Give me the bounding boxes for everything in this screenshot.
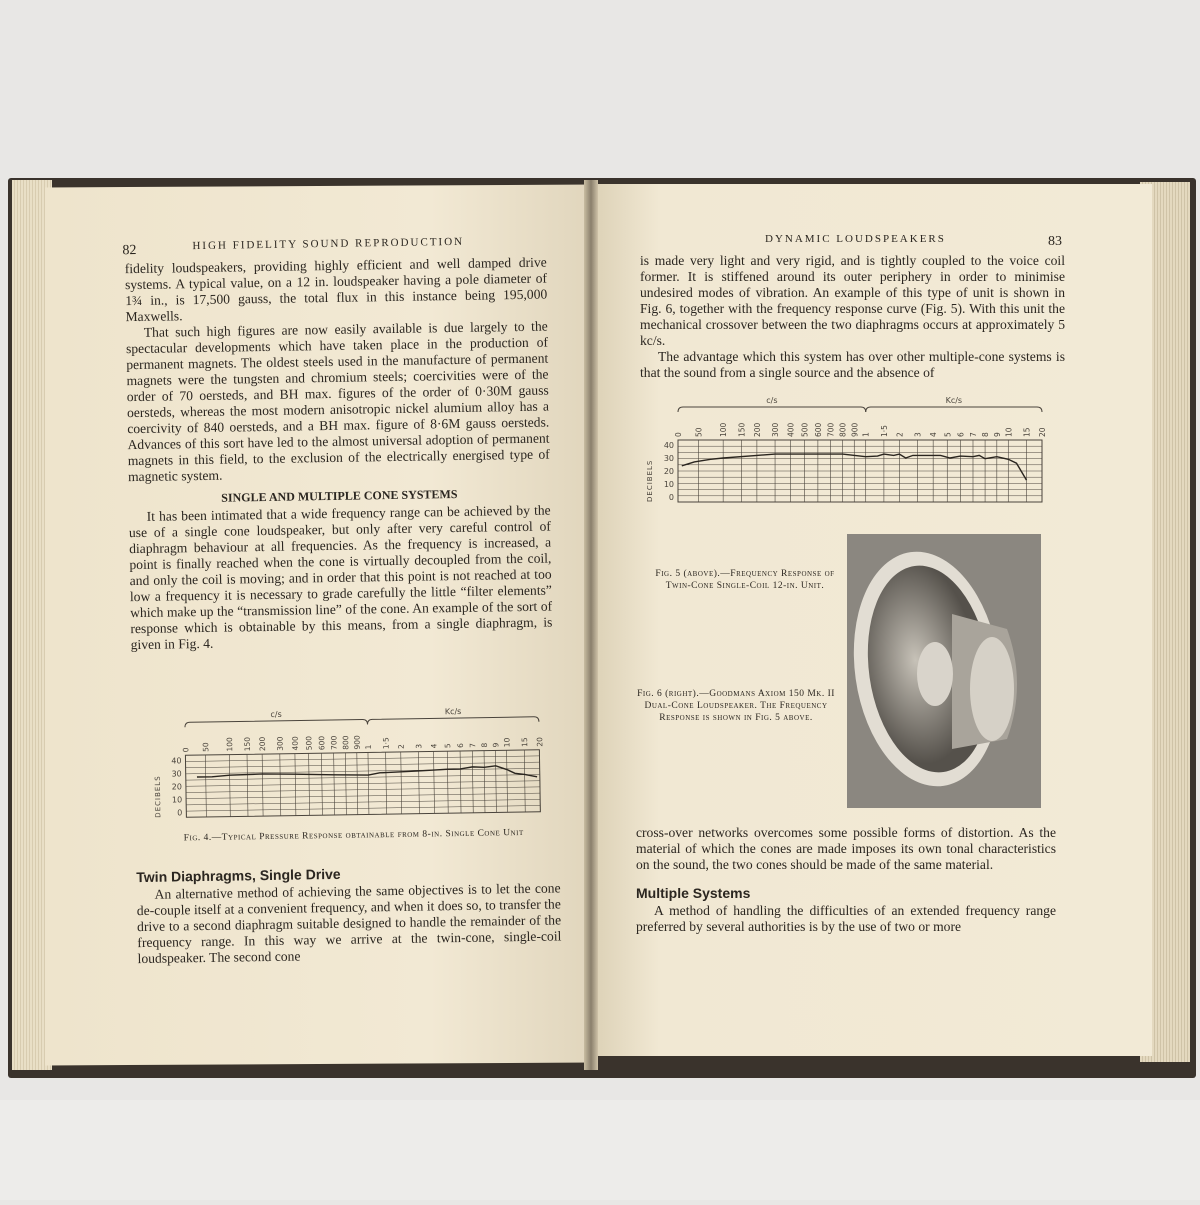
x-tick-label: 900 xyxy=(352,735,362,750)
x-tick-label: 15 xyxy=(520,737,530,748)
paragraph: cross-over networks overcomes some possible forms of distortion. As the material of which the cones are made imposes its own tonal characteristics on the sound, the two cones should be made of the same material. xyxy=(636,825,1056,872)
x-tick-label: 4 xyxy=(929,432,939,437)
loudspeaker-illustration xyxy=(847,534,1041,808)
gridline xyxy=(186,781,540,787)
y-tick-label: 10 xyxy=(171,795,183,805)
loudspeaker-photo xyxy=(847,534,1041,808)
x-tick-label: 150 xyxy=(242,736,252,752)
y-tick-label: 40 xyxy=(663,441,674,450)
gridline xyxy=(186,756,540,762)
band-label: c/s xyxy=(270,709,282,719)
gridline xyxy=(186,787,540,793)
x-tick-label: 800 xyxy=(341,735,351,750)
x-tick-label: 900 xyxy=(850,422,860,437)
y-tick-label: 0 xyxy=(668,493,674,502)
band-label: Kc/s xyxy=(945,396,963,405)
page-number: 83 xyxy=(1048,234,1062,249)
y-axis-label: DECIBELS xyxy=(153,775,163,818)
paragraph: The advantage which this system has over other multiple-cone systems is that the sound from a single source and the absence of xyxy=(640,349,1065,380)
x-tick-label: 20 xyxy=(1038,427,1047,437)
x-tick-label: 3 xyxy=(414,743,424,749)
x-tick-label: 300 xyxy=(771,422,781,437)
x-tick-label: 9 xyxy=(992,432,1002,437)
section-heading: Multiple Systems xyxy=(636,885,751,901)
x-tick-label: 400 xyxy=(786,422,796,437)
y-axis-label: DECIBELS xyxy=(646,459,654,502)
x-tick-label: 3 xyxy=(913,432,923,437)
x-tick-label: 0 xyxy=(181,747,191,753)
y-tick-label: 20 xyxy=(171,782,182,792)
fig6-caption: Fig. 6 (right).—Goodmans Axiom 150 Mk. II Dual-Cone Loudspeaker. The Frequency Response is shown in Fig. 5 above. xyxy=(637,689,835,723)
band-bracket-kcs xyxy=(367,717,538,725)
band-label: Kc/s xyxy=(444,706,462,717)
x-tick-label: 500 xyxy=(304,735,314,751)
x-tick-label: 0 xyxy=(674,432,683,437)
x-tick-label: 20 xyxy=(535,737,545,747)
x-tick-label: 200 xyxy=(257,736,268,752)
y-tick-label: 20 xyxy=(663,467,674,476)
x-tick-label: 800 xyxy=(838,422,848,437)
x-tick-label: 7 xyxy=(468,742,478,748)
x-tick-label: 4 xyxy=(429,743,439,749)
paragraph: fidelity loudspeakers, providing highly efficient and well damped drive systems. A typical value, on a 12 in. loudspeaker having a pole diameter of 1¾ in., is 17,500 gauss, the total flux in this instance being 195,000 Maxwells. xyxy=(124,254,548,325)
paragraph: is made very light and very rigid, and is tightly coupled to the voice coil former. It is stiffened around its outer periphery in order to minimise undesired modes of vibration. An example of this type of unit is shown in Fig. 6, together with the frequency response curve (Fig. 5). With this unit the mechanical crossover between the two diaphragms occurs at approximately 5 kc/s. xyxy=(640,253,1065,348)
x-tick-label: 100 xyxy=(719,422,729,437)
section-heading: Twin Diaphragms, Single Drive xyxy=(136,865,341,886)
running-head: DYNAMIC LOUDSPEAKERS xyxy=(765,233,946,245)
band-bracket-cs xyxy=(678,407,866,412)
y-tick-label: 0 xyxy=(177,808,183,818)
fig4-chart xyxy=(147,701,559,822)
page-number: 82 xyxy=(122,242,137,259)
x-tick-label: 500 xyxy=(800,422,810,437)
x-tick-label: 6 xyxy=(956,432,966,437)
x-tick-label: 150 xyxy=(737,422,747,437)
gridline xyxy=(186,806,540,812)
band-bracket-kcs xyxy=(866,407,1042,412)
paragraph: That such high figures are now easily available is due largely to the spectacular developments which have taken place in the production of permanent magnets. The oldest steels used in the manufacture of permanent magnets were the tungsten and chromium steels; coercivities were of the order of 70 oersteds, and BH max. figures of the order of 0·30M gauss oersteds, whereas the most modern anisotropic nickel alumium alloy has a coercivity of 840 oersteds, and a BH max. figure of 8·6M gauss oersteds. Advances of this sort have led to the almost universal adoption of permanent magnets in this field, to the exclusion of the electrically energised type of magnetic system. xyxy=(125,318,550,485)
y-tick-label: 30 xyxy=(663,454,674,463)
y-tick-label: 10 xyxy=(663,480,674,489)
x-tick-label: 1 xyxy=(861,432,871,437)
x-tick-label: 9 xyxy=(491,742,501,748)
x-tick-label: 400 xyxy=(290,736,300,751)
x-tick-label: 7 xyxy=(968,432,978,437)
band-bracket-cs xyxy=(185,719,368,727)
x-tick-label: 50 xyxy=(201,742,211,753)
x-tick-label: 1·5 xyxy=(381,737,391,750)
x-tick-label: 15 xyxy=(1022,427,1032,437)
x-tick-label: 300 xyxy=(275,736,285,751)
x-tick-label: 1·5 xyxy=(879,425,889,437)
y-tick-label: 40 xyxy=(171,756,182,766)
x-tick-label: 600 xyxy=(317,735,327,751)
x-tick-label: 5 xyxy=(443,743,453,749)
x-tick-label: 8 xyxy=(981,432,991,437)
x-tick-label: 1 xyxy=(363,744,373,750)
gridline xyxy=(186,793,540,799)
x-tick-label: 2 xyxy=(396,744,406,749)
paragraph: An alternative method of achieving the same objectives is to let the cone de-couple itself at a convenient frequency, and when it does so, to transfer the drive to a second diaphragm suitable designed to handle the remainder of the frequency range. In this way we arrive at the twin-cone, single-coil loudspeaker. The second cone xyxy=(136,880,562,967)
x-tick-label: 200 xyxy=(752,422,762,437)
gridline xyxy=(186,799,540,805)
x-tick-label: 50 xyxy=(694,427,704,437)
x-tick-label: 5 xyxy=(943,432,953,437)
x-tick-label: 8 xyxy=(479,742,489,748)
fig5-caption: Fig. 5 (above).—Frequency Response of Twin-Cone Single-Coil 12-in. Unit. xyxy=(655,569,835,591)
x-tick-label: 100 xyxy=(225,737,235,752)
x-tick-label: 10 xyxy=(502,737,512,748)
response-curve xyxy=(197,765,537,782)
y-tick-label: 30 xyxy=(171,769,182,779)
fig5-chart xyxy=(640,392,1060,507)
paragraph: It has been intimated that a wide frequency range can be achieved by the use of a single cone loudspeaker, but only after very careful control of diaphragm behaviour at all frequencies. As the frequency is increased, a point is finally reached when the cone is virtually decoupled from the coil, and only the coil is moving; and in order that this point is not reached at too low a frequency it is necessary to grade carefully the little “filter elements” which make up the “transmission line” of the cone. An example of the sort of response which is obtainable by this means, from a single diaphragm, is given in Fig. 4. xyxy=(128,502,553,653)
fig4-caption: Fig. 4.—Typical Pressure Response obtainable from 8-in. Single Cone Unit xyxy=(183,827,524,844)
x-tick-label: 700 xyxy=(329,735,339,751)
gridline xyxy=(186,768,540,774)
x-tick-label: 600 xyxy=(813,422,823,437)
x-tick-label: 6 xyxy=(455,743,466,749)
x-tick-label: 700 xyxy=(826,422,836,437)
paragraph: A method of handling the difficulties of an extended frequency range preferred by several authorities is by the use of two or more xyxy=(636,903,1056,934)
running-head: HIGH FIDELITY SOUND REPRODUCTION xyxy=(192,235,465,253)
band-label: c/s xyxy=(766,396,778,405)
x-tick-label: 2 xyxy=(895,432,905,437)
x-tick-label: 10 xyxy=(1004,427,1014,437)
section-heading: SINGLE AND MULTIPLE CONE SYSTEMS xyxy=(221,486,458,505)
